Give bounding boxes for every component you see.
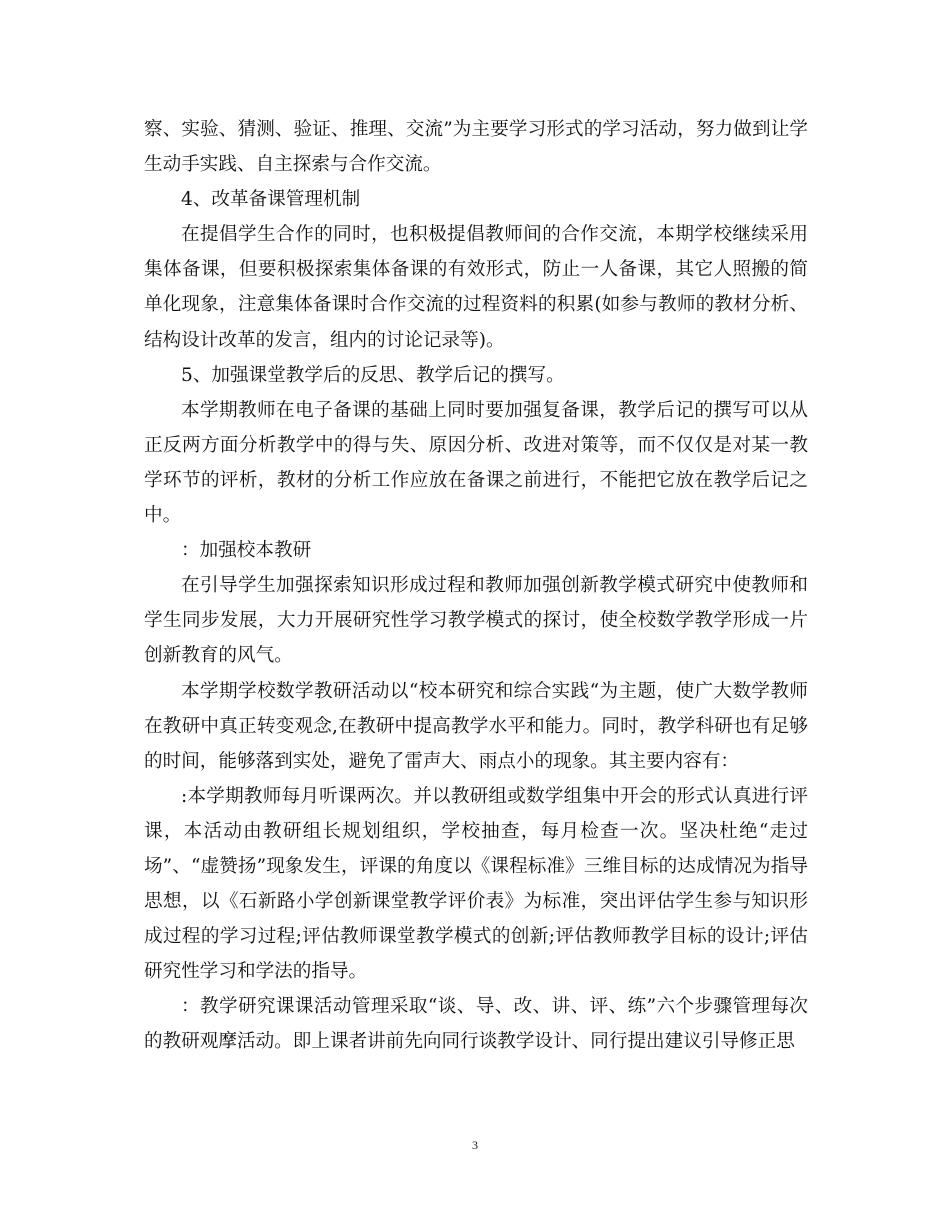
body-paragraph: 本学期教师在电子备课的基础上同时要加强复备课，教学后记的撰写可以从正反两方面分析教学中的得与失、原因分析、改进对策等，而不仅仅是对某一教学环节的评析，教材的分析工作应放在备课之前进行，不能把它放在教学后记之中。	[144, 399, 808, 527]
body-paragraph: 在提倡学生合作的同时，也积极提倡教师间的合作交流，本期学校继续采用集体备课，但要积极探索集体备课的有效形式，防止一人备课，其它人照搬的简单化现象，注意集体备课时合作交流的过程资料的积累(如参与教师的教材分析、结构设计改革的发言，组内的讨论记录等)。	[144, 224, 808, 351]
document-body	[144, 112, 808, 1060]
body-paragraph: 本学期学校数学教研活动以“校本研究和综合实践“为主题，使广大数学教师在教研中真正转变观念,在教研中提高教学水平和能力。同时，教学科研也有足够的时间，能够落到实处，避免了雷声大、雨点小的现象。其主要内容有：	[144, 680, 808, 772]
body-paragraph: 在引导学生加强探索知识形成过程和教师加强创新教学模式研究中使教师和学生同步发展，大力开展研究性学习教学模式的探讨，使全校数学教学形成一片创新教育的风气。	[144, 575, 808, 667]
body-paragraph: :本学期教师每月听课两次。并以教研组或数学组集中开会的形式认真进行评课，本活动由教研组长规划组织，学校抽查，每月检查一次。坚决杜绝“走过场”、“虚赞扬”现象发生，评课的角度以《课程标准》三维目标的达成情况为指导思想，以《石新路小学创新课堂教学评价表》为标准，突出评估学生参与知识形成过程的学习过程;评估教师课堂教学模式的创新;评估教师教学目标的设计;评估研究性学习和学法的指导。	[144, 785, 808, 983]
page-number: 3	[472, 1138, 478, 1152]
body-paragraph: 察、实验、猜测、验证、推理、交流”为主要学习形式的学习活动，努力做到让学生动手实践、自主探索与合作交流。	[144, 119, 808, 176]
section-heading: 5、加强课堂教学后的反思、教学后记的撰写。	[181, 364, 565, 386]
section-heading: ：加强校本教研	[181, 540, 312, 562]
body-paragraph: ：教学研究课课活动管理采取“谈、导、改、讲、评、练”六个步骤管理每次的教研观摩活动。即上课者讲前先向同行谈教学设计、同行提出建议引导修正思	[144, 996, 808, 1053]
section-heading: 4、改革备课管理机制	[181, 189, 361, 211]
